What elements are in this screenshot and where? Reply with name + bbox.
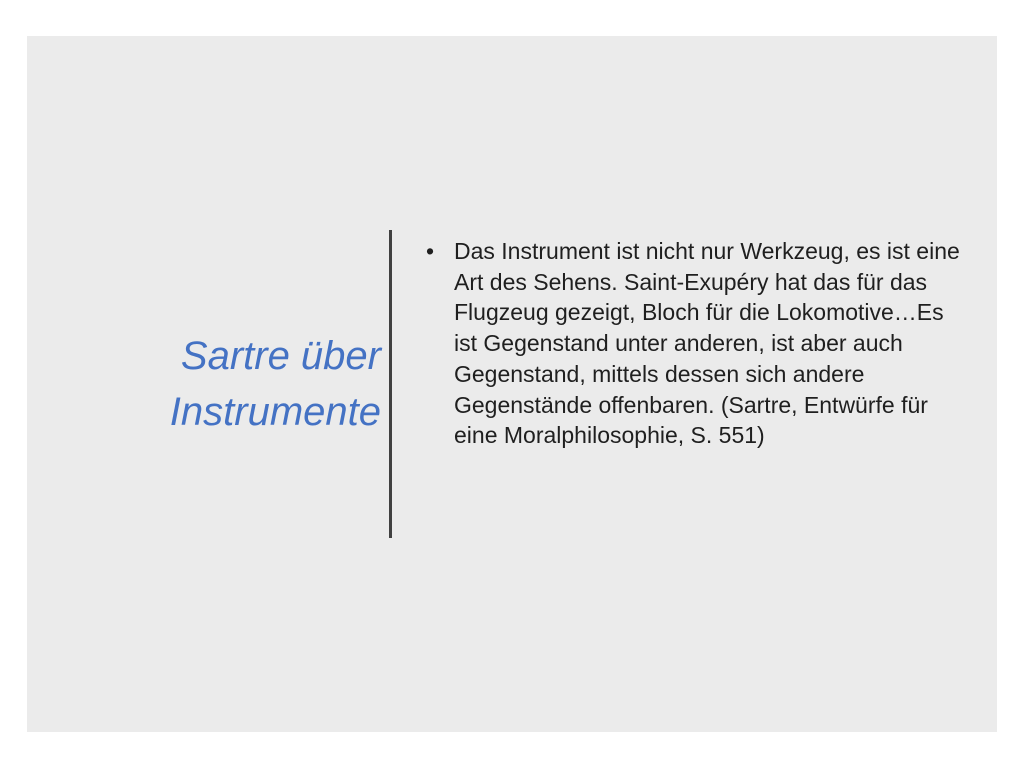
bullet-icon: •: [426, 238, 435, 264]
slide-title-line-1: Sartre über: [180, 334, 381, 378]
bullet-list: [426, 236, 966, 451]
slide-title: [87, 328, 381, 440]
bullet-text: Das Instrument ist nicht nur Werkzeug, es ist eine Art des Sehens. Saint-Exupéry hat das für das Flugzeug gezeigt, Bloch für die Lokomotive…Es ist Gegenstand unter anderen, ist aber auch Gegenstand, mittels dessen sich andere Gegenstände offenbaren. (Sartre, Entwürfe für eine Moralphilosophie, S. 551): [454, 238, 960, 449]
slide-title-line-2: Instrumente: [169, 390, 381, 434]
bullet-item: [426, 236, 966, 451]
vertical-divider: [389, 230, 392, 538]
